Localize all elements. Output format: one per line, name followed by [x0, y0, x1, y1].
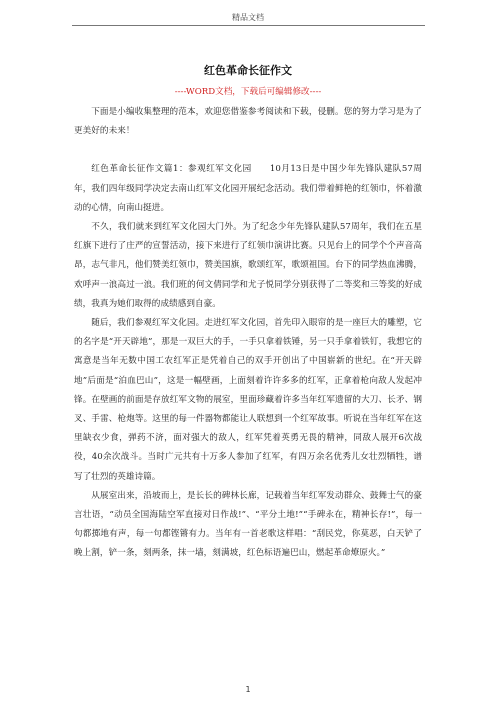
- page-number: 1: [245, 685, 251, 694]
- document-title: 红色革命长征作文: [204, 64, 292, 77]
- header-label: 精品文档: [232, 13, 264, 22]
- document-body: [74, 62, 422, 564]
- body-paragraph-4: 从展室出来，沿坡而上，是长长的碑林长廊，记载着当年红军发动群众、鼓舞士气的豪言壮语，“动员全国海陆空军直接对日作战!”、“平分土地!”“手碑永在，精神长存!”，每一句都掷地有声，每一句都铿锵有力。当年有一首老歌这样唱：“刮民党，你莫恶，白天铲了晚上割，铲一条，刻两条，抹一墙，刻满坡，红色标语遍巴山，燃起革命燎原火。”: [74, 490, 422, 559]
- edit-notice: ----WORD文档，下载后可编辑修改----: [174, 87, 322, 97]
- intro-paragraph: 下面是小编收集整理的范本，欢迎您借鉴参考阅读和下载，侵删。您的努力学习是为了更美好的未来！: [74, 107, 422, 137]
- body-paragraph-3: 随后，我们参观红军文化园。走进红军文化园，首先印入眼帘的是一座巨大的雕塑，它的名字是“开天辟地”，那是一双巨大的手，一手只拿着铁锤，另一只手拿着铁钉，我想它的寓意是当年无数中国工农红军正是凭着自己的双手开创出了中国崭新的世纪。在“开天辟地”后面是“泊血巴山”，这是一幅壁画，上面刻着许许多多的红军，正拿着枪向敌人发起冲锋。在壁画的前面是存放红军文物的展室，里面珍藏着许多当年红军遗留的大刀、长矛、钢叉、手雷、枪炮等。这里的每一件器物都能让人联想到一个红军故事。听说在当年红军在这里缺衣少食，弹药不济，面对强大的敌人，红军凭着英勇无畏的精神，同敌人展开6次战役，40余次战斗。当时广元共有十万多人参加了红军，有四万余名优秀儿女壮烈牺牲，谱写了壮烈的英雄诗篇。: [74, 318, 422, 482]
- body-paragraph-1: 红色革命长征作文篇1：参观红军文化园 10月13日是中国少年先锋队建队57周年，我们四年级同学决定去南山红军文化园开展纪念活动。我们带着鲜艳的红领巾，怀着激动的心情，向南山挺进。: [74, 164, 422, 213]
- body-paragraph-2: 不久，我们就来到红军文化园大门外。为了纪念少年先锋队建队57周年，我们在五星红旗下进行了庄严的宣誓活动，接下来进行了红领巾演讲比赛。只见台上的同学个个声音高昂，志气非凡，他们赞美红领巾，赞美国旗，歌颂红军，歌颂祖国。台下的同学热血沸腾，欢呼声一浪高过一浪。我们班的何文倩同学和尤子悦同学分别获得了二等奖和三等奖的好成绩，我真为她们取得的成绩感到自豪。: [74, 222, 422, 309]
- header-divider: [72, 25, 425, 26]
